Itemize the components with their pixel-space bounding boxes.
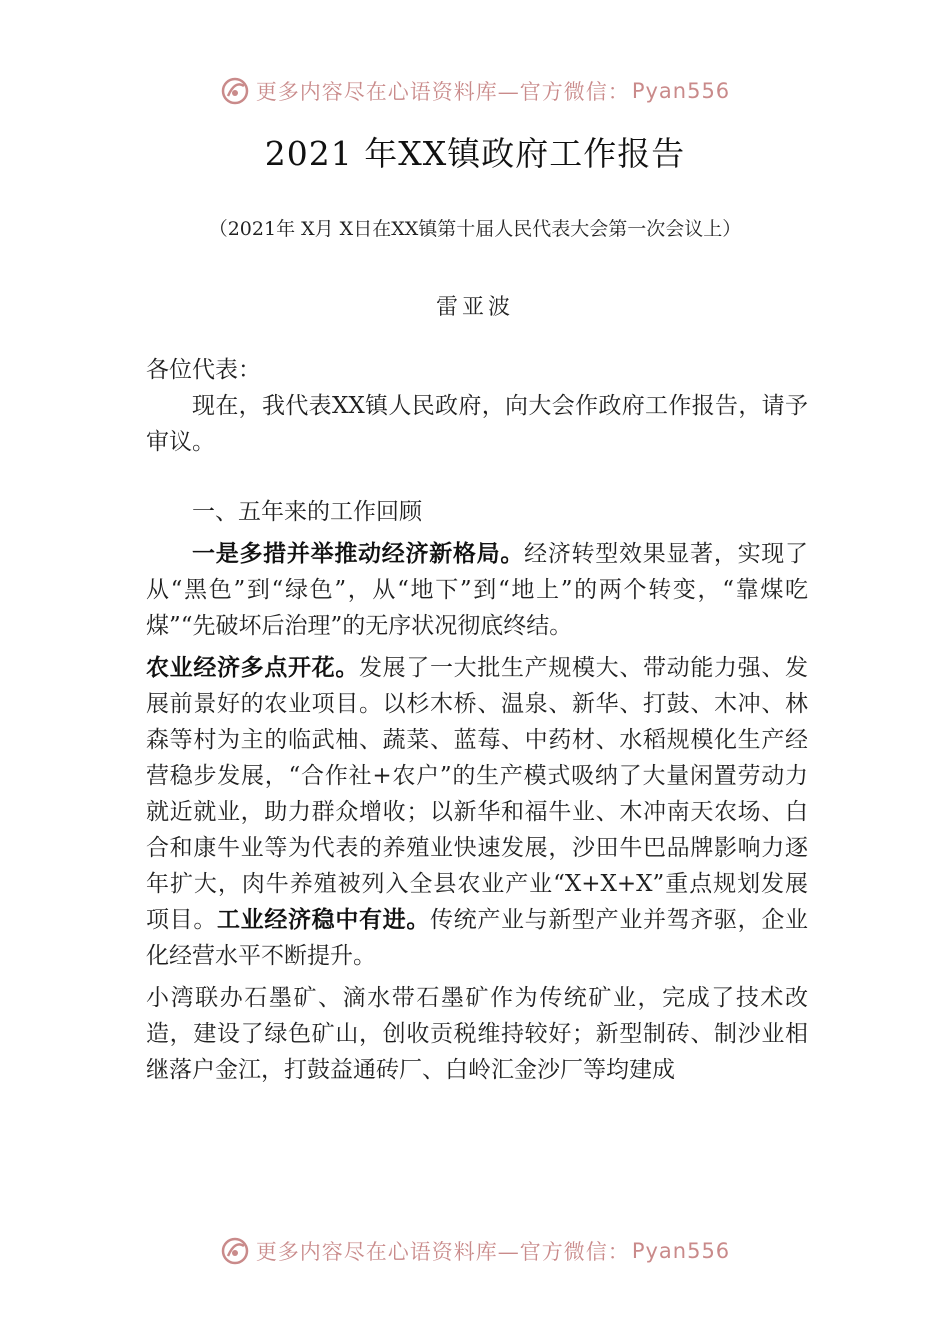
section-heading: 一、五年来的工作回顾 xyxy=(192,499,422,525)
paragraph-1-lead: 一是多措并举推动经济新格局。 xyxy=(192,541,525,567)
brand-logo-icon xyxy=(220,1236,250,1266)
paragraph-2 xyxy=(146,650,808,974)
document-subtitle: （2021年 X月 X日在XX镇第十届人民代表大会第一次会议上） xyxy=(208,218,742,240)
document-title: 2021 年XX镇政府工作报告 xyxy=(264,134,686,173)
watermark-bottom xyxy=(0,1236,950,1266)
watermark-top xyxy=(0,76,950,106)
paragraph-2-lead-2: 工业经济稳中有进。 xyxy=(217,907,430,933)
paragraph-2-text-2: 传统产业与新型产业并驾齐驱，企业化经营水平不断提升。 xyxy=(146,907,809,969)
watermark-text: 更多内容尽在心语资料库—官方微信： xyxy=(255,80,630,104)
salutation: 各位代表： xyxy=(146,357,261,383)
watermark-text: 更多内容尽在心语资料库—官方微信： xyxy=(255,1240,630,1264)
intro-paragraph: 现在，我代表XX镇人民政府，向大会作政府工作报告，请予审议。 xyxy=(146,393,808,455)
brand-logo-icon xyxy=(220,76,250,106)
document-body xyxy=(146,352,808,1088)
paragraph-2-text: 发展了一大批生产规模大、带动能力强、发展前景好的农业项目。以杉木桥、温泉、新华、打鼓、木冲、林森等村为主的临武柚、蔬菜、蓝莓、中药材、水稻规模化生产经营稳步发展，“合作社+农户”的生产模式吸纳了大量闲置劳动力就近就业，助力群众增收；以新华和福牛业、木冲南天农场、白合和康牛业等为代表的养殖业快速发展，沙田牛巴品牌影响力逐年扩大，肉牛养殖被列入全县农业产业“X+X+X”重点规划发展项目。 xyxy=(146,655,809,933)
watermark-wechat-id: Pyan556 xyxy=(631,79,731,103)
paragraph-1 xyxy=(146,536,808,644)
paragraph-3: 小湾联办石墨矿、滴水带石墨矿作为传统矿业，完成了技术改造，建设了绿色矿山，创收贡税维持较好；新型制砖、制沙业相继落户金江，打鼓益通砖厂、白岭汇金沙厂等均建成 xyxy=(146,985,808,1083)
document-author: 雷亚波 xyxy=(435,295,514,320)
paragraph-2-lead: 农业经济多点开花。 xyxy=(146,655,359,681)
paragraph-1-text: 经济转型效果显著，实现了从“黑色”到“绿色”，从“地下”到“地上”的两个转变，“靠煤吃煤”“先破坏后治理”的无序状况彻底终结。 xyxy=(146,541,809,639)
watermark-wechat-id: Pyan556 xyxy=(631,1239,731,1263)
